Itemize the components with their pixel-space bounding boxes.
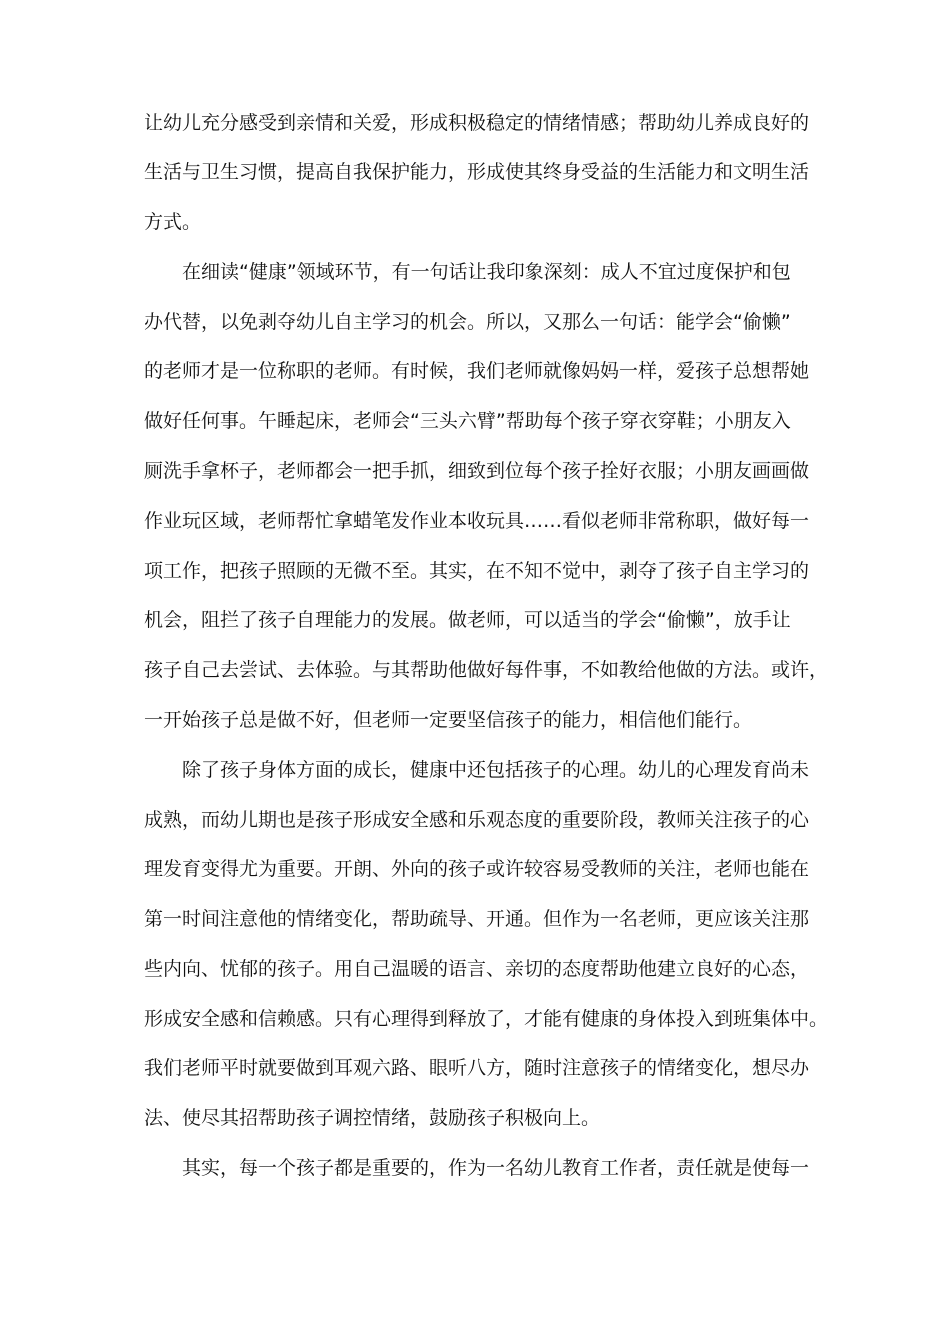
text-line: 孩子自己去尝试、去体验。与其帮助他做好每件事，不如教给他做的方法。或许， <box>144 659 829 681</box>
text-line: 办代替，以免剥夺幼儿自主学习的机会。所以，又那么一句话：能学会“偷懒” <box>144 311 791 333</box>
paragraph-first-line: 除了孩子身体方面的成长，健康中还包括孩子的心理。幼儿的心理发育尚未 <box>182 759 810 781</box>
text-line: 生活与卫生习惯，提高自我保护能力，形成使其终身受益的生活能力和文明生活 <box>144 161 810 183</box>
text-line: 做好任何事。午睡起床，老师会“三头六臂”帮助每个孩子穿衣穿鞋；小朋友入 <box>144 410 791 432</box>
text-line: 一开始孩子总是做不好，但老师一定要坚信孩子的能力，相信他们能行。 <box>144 709 753 731</box>
text-line: 厕洗手拿杯子，老师都会一把手抓，细致到位每个孩子拴好衣服；小朋友画画做 <box>144 460 810 482</box>
text-line: 我们老师平时就要做到耳观六路、眼听八方，随时注意孩子的情绪变化，想尽办 <box>144 1057 810 1079</box>
text-line: 项工作，把孩子照顾的无微不至。其实，在不知不觉中，剥夺了孩子自主学习的 <box>144 560 810 582</box>
text-line: 第一时间注意他的情绪变化，帮助疏导、开通。但作为一名老师，更应该关注那 <box>144 908 810 930</box>
text-line: 作业玩区域，老师帮忙拿蜡笔发作业本收玩具……看似老师非常称职，做好每一 <box>144 510 810 532</box>
text-line: 方式。 <box>144 211 202 233</box>
text-line: 机会，阻拦了孩子自理能力的发展。做老师，可以适当的学会“偷懒”，放手让 <box>144 609 791 631</box>
paragraph-first-line: 其实，每一个孩子都是重要的，作为一名幼儿教育工作者，责任就是使每一 <box>182 1157 810 1179</box>
text-line: 的老师才是一位称职的老师。有时候，我们老师就像妈妈一样，爱孩子总想帮她 <box>144 360 810 382</box>
text-line: 成熟，而幼儿期也是孩子形成安全感和乐观态度的重要阶段，教师关注孩子的心 <box>144 809 810 831</box>
text-line: 让幼儿充分感受到亲情和关爱，形成积极稳定的情绪情感；帮助幼儿养成良好的 <box>144 112 810 134</box>
text-line: 些内向、忧郁的孩子。用自己温暖的语言、亲切的态度帮助他建立良好的心态， <box>144 958 810 980</box>
text-line: 理发育变得尤为重要。开朗、外向的孩子或许较容易受教师的关注，老师也能在 <box>144 858 810 880</box>
text-line: 形成安全感和信赖感。只有心理得到释放了，才能有健康的身体投入到班集体中。 <box>144 1008 829 1030</box>
paragraph-first-line: 在细读“健康”领域环节，有一句话让我印象深刻：成人不宜过度保护和包 <box>182 261 791 283</box>
text-line: 法、使尽其招帮助孩子调控情绪，鼓励孩子积极向上。 <box>144 1107 601 1129</box>
